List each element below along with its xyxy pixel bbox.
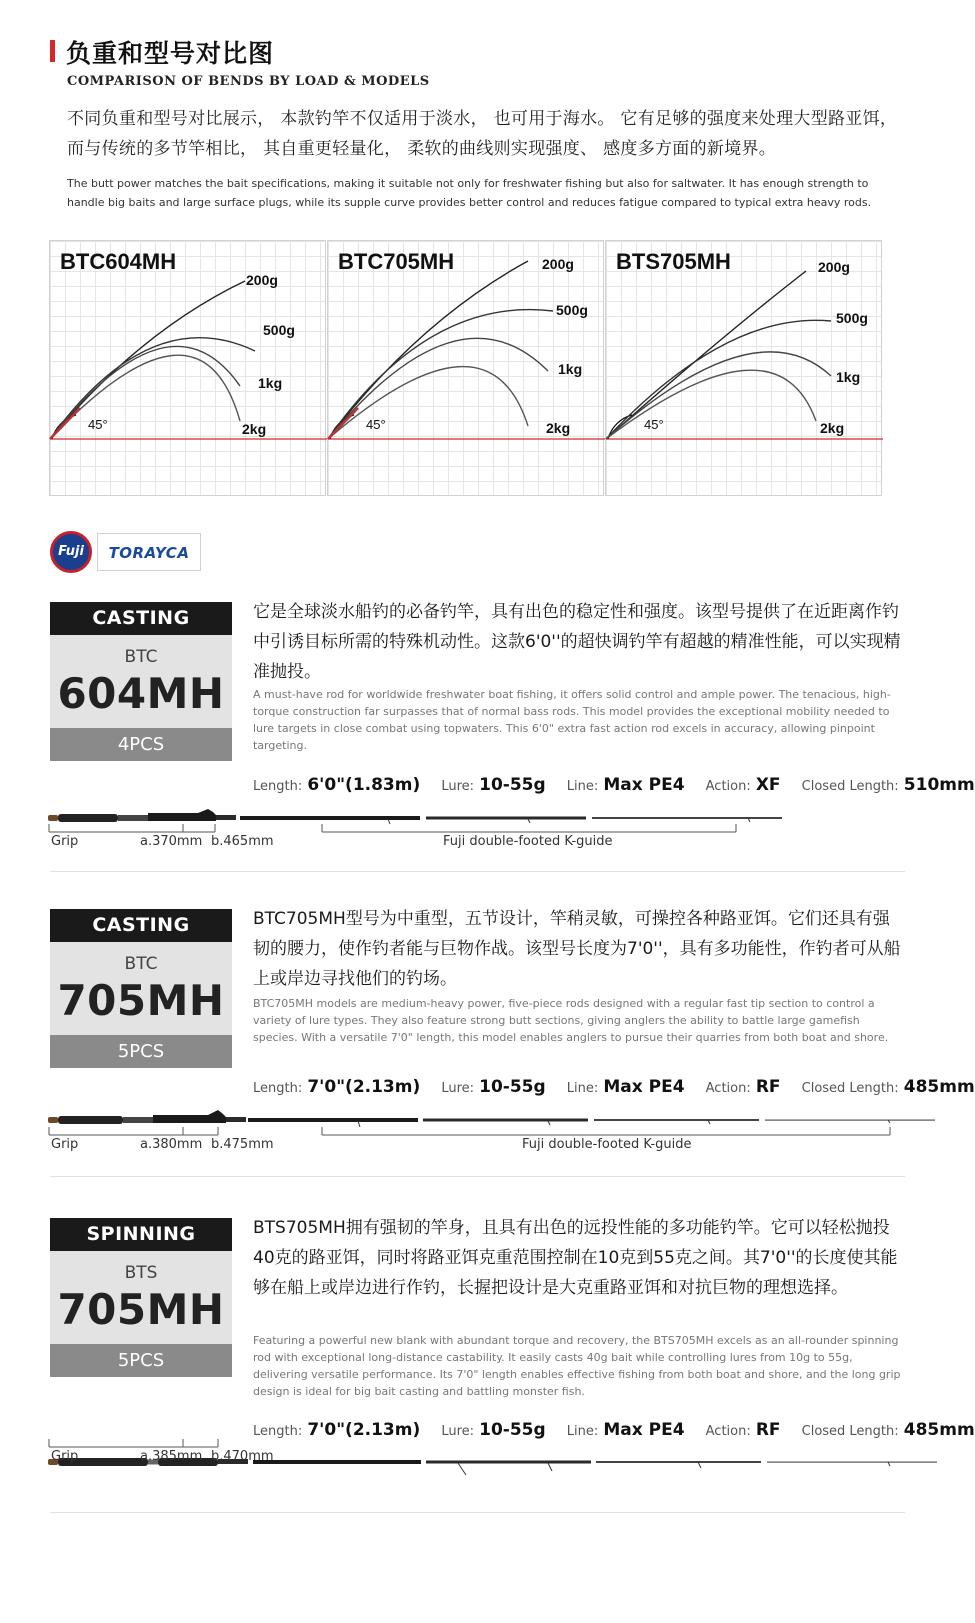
lure-value: 10-55g — [479, 775, 546, 795]
model-type: SPINNING — [50, 1218, 232, 1251]
load-label: 2kg — [242, 421, 267, 437]
load-label: 1kg — [836, 369, 861, 385]
action-value: XF — [755, 775, 781, 795]
length-value: 6'0"(1.83m) — [307, 775, 421, 795]
load-label: 200g — [818, 259, 850, 275]
length-value: 7'0"(2.13m) — [307, 1077, 421, 1097]
model-badge — [50, 909, 232, 1068]
line-value: Max PE4 — [603, 1077, 685, 1097]
bend-chart-bts705mh — [605, 240, 882, 496]
fuji-logo: Fuji — [50, 531, 92, 573]
load-label: 500g — [263, 322, 295, 338]
guide-label: Fuji double-footed K-guide — [443, 834, 613, 849]
bend-chart-btc604mh — [49, 240, 326, 496]
grip-label: Grip — [51, 1137, 79, 1152]
page-title: 负重和型号对比图 — [66, 39, 275, 68]
line-value: Max PE4 — [603, 775, 685, 795]
bend-chart-btc705mh — [327, 240, 604, 496]
model-badge — [50, 1218, 232, 1377]
model-pieces: 5PCS — [50, 1344, 232, 1377]
intro-text-zh: 不同负重和型号对比展示， 本款钓竿不仅适用于淡水， 也可用于海水。 它有足够的强度来处理大型路亚饵， 而与传统的多节竿相比， 其自重更轻量化， 柔软的曲线则实现强度、 感度多方面的新境界。 — [67, 109, 898, 159]
bend-chart-title: BTS705MH — [616, 249, 731, 274]
load-label: 500g — [556, 302, 588, 318]
header-accent-bar — [50, 40, 55, 62]
load-label: 1kg — [558, 361, 583, 377]
dim-a-label: a.380mm — [140, 1137, 203, 1152]
dimension-row — [48, 822, 928, 852]
model-pieces: 5PCS — [50, 1035, 232, 1068]
load-label: 2kg — [546, 420, 571, 436]
spec-row: Length: 7'0"(2.13m) Lure: 10-55g Line: Max PE4 Action: RF Closed Length: 485mm — [253, 1420, 975, 1440]
dim-b-label: b.470mm — [211, 1449, 274, 1464]
page-subtitle: COMPARISON OF BENDS BY LOAD & MODELS — [67, 74, 430, 89]
line-value: Max PE4 — [603, 1420, 685, 1440]
model-code: 604MH — [57, 669, 225, 718]
dimension-row — [48, 1437, 928, 1467]
dim-b-label: b.465mm — [211, 834, 274, 849]
model-desc-en: Featuring a powerful new blank with abundant torque and recovery, the BTS705MH excels as an all-rounder spinning rod with exceptional long-distance castability. It easily casts 40g bait while controlling lures from 10g to 55g, delivering versatile performance. Its 7'0" length enables effective fishing from both boat and shore, and the long grip design is ideal for big bait casting and battling monster fish. — [253, 1334, 901, 1398]
dim-b-label: b.475mm — [211, 1137, 274, 1152]
section-divider — [50, 1176, 905, 1177]
model-badge — [50, 602, 232, 761]
closed-length-value: 485mm — [903, 1077, 975, 1097]
closed-length-value: 510mm — [903, 775, 975, 795]
load-label: 200g — [542, 256, 574, 272]
model-code: 705MH — [57, 1285, 225, 1334]
lure-value: 10-55g — [479, 1077, 546, 1097]
spec-row: Length: 7'0"(2.13m) Lure: 10-55g Line: Max PE4 Action: RF Closed Length: 485mm — [253, 1077, 975, 1097]
torayca-logo: TORAYCA — [97, 533, 201, 571]
model-type: CASTING — [50, 602, 232, 635]
intro-text-en: The butt power matches the bait specifications, making it suitable not only for freshwater fishing but also for saltwater. It has enough strength to handle big baits and large surface plugs, while its supple curve provides better control and reduces fatigue compared to typical extra heavy rods. — [67, 177, 872, 209]
load-label: 500g — [836, 310, 868, 326]
length-value: 7'0"(2.13m) — [307, 1420, 421, 1440]
bend-chart-title: BTC705MH — [338, 249, 455, 274]
angle-label: 45° — [366, 417, 386, 432]
action-value: RF — [755, 1077, 781, 1097]
dimension-row — [48, 1125, 928, 1155]
angle-label: 45° — [88, 417, 108, 432]
model-series: BTC — [124, 647, 158, 667]
dim-a-label: a.370mm — [140, 834, 203, 849]
grip-label: Grip — [51, 834, 79, 849]
load-label: 200g — [246, 272, 278, 288]
load-label: 1kg — [258, 375, 283, 391]
model-desc-en: BTC705MH models are medium-heavy power, five-piece rods designed with a regular fast tip section to control a variety of lure types. They also feature strong butt sections, giving anglers the ability to battle large gamefish species. With a versatile 7'0" length, this model enables anglers to pursue their quarries from both boat and shore. — [253, 997, 889, 1044]
angle-label: 45° — [644, 417, 664, 432]
model-series: BTC — [124, 954, 158, 974]
model-desc-zh: BTS705MH拥有强韧的竿身，且具有出色的远投性能的多功能钓竿。它可以轻松抛投40克的路亚饵，同时将路亚饵克重范围控制在10克到55克之间。其7'0''的长度使其能够在船上或岸边进行作钓，长握把设计是大克重路亚饵和对抗巨物的理想选择。 — [253, 1218, 898, 1298]
action-value: RF — [755, 1420, 781, 1440]
model-desc-en: A must-have rod for worldwide freshwater boat fishing, it offers solid control and ample power. The tenacious, high-torque construction far surpasses that of normal bass rods. This model provides the exceptional mobility needed to lure targets in close combat using topwaters. This 6'0" extra fast action rod excels in accuracy, allowing pinpoint targeting. — [253, 688, 891, 752]
model-desc-zh: BTC705MH型号为中重型，五节设计，竿稍灵敏，可操控各种路亚饵。它们还具有强韧的腰力，使作钓者能与巨物作战。该型号长度为7'0''，具有多功能性，作钓者可从船上或岸边寻找他们的钓场。 — [253, 909, 901, 989]
grip-label: Grip — [51, 1449, 79, 1464]
bend-chart-title: BTC604MH — [60, 249, 177, 274]
dim-a-label: a.385mm — [140, 1449, 203, 1464]
section-divider — [50, 871, 905, 872]
closed-length-value: 485mm — [903, 1420, 975, 1440]
guide-label: Fuji double-footed K-guide — [522, 1137, 692, 1152]
load-label: 2kg — [820, 420, 845, 436]
model-code: 705MH — [57, 976, 225, 1025]
lure-value: 10-55g — [479, 1420, 546, 1440]
spec-row: Length: 6'0"(1.83m) Lure: 10-55g Line: Max PE4 Action: XF Closed Length: 510mm — [253, 775, 975, 795]
model-pieces: 4PCS — [50, 728, 232, 761]
model-type: CASTING — [50, 909, 232, 942]
model-desc-zh: 它是全球淡水船钓的必备钓竿，具有出色的稳定性和强度。该型号提供了在近距离作钓中引诱目标所需的特殊机动性。这款6'0''的超快调钓竿有超越的精准性能，可以实现精准抛投。 — [253, 602, 901, 682]
section-divider — [50, 1512, 905, 1513]
model-series: BTS — [124, 1263, 158, 1283]
